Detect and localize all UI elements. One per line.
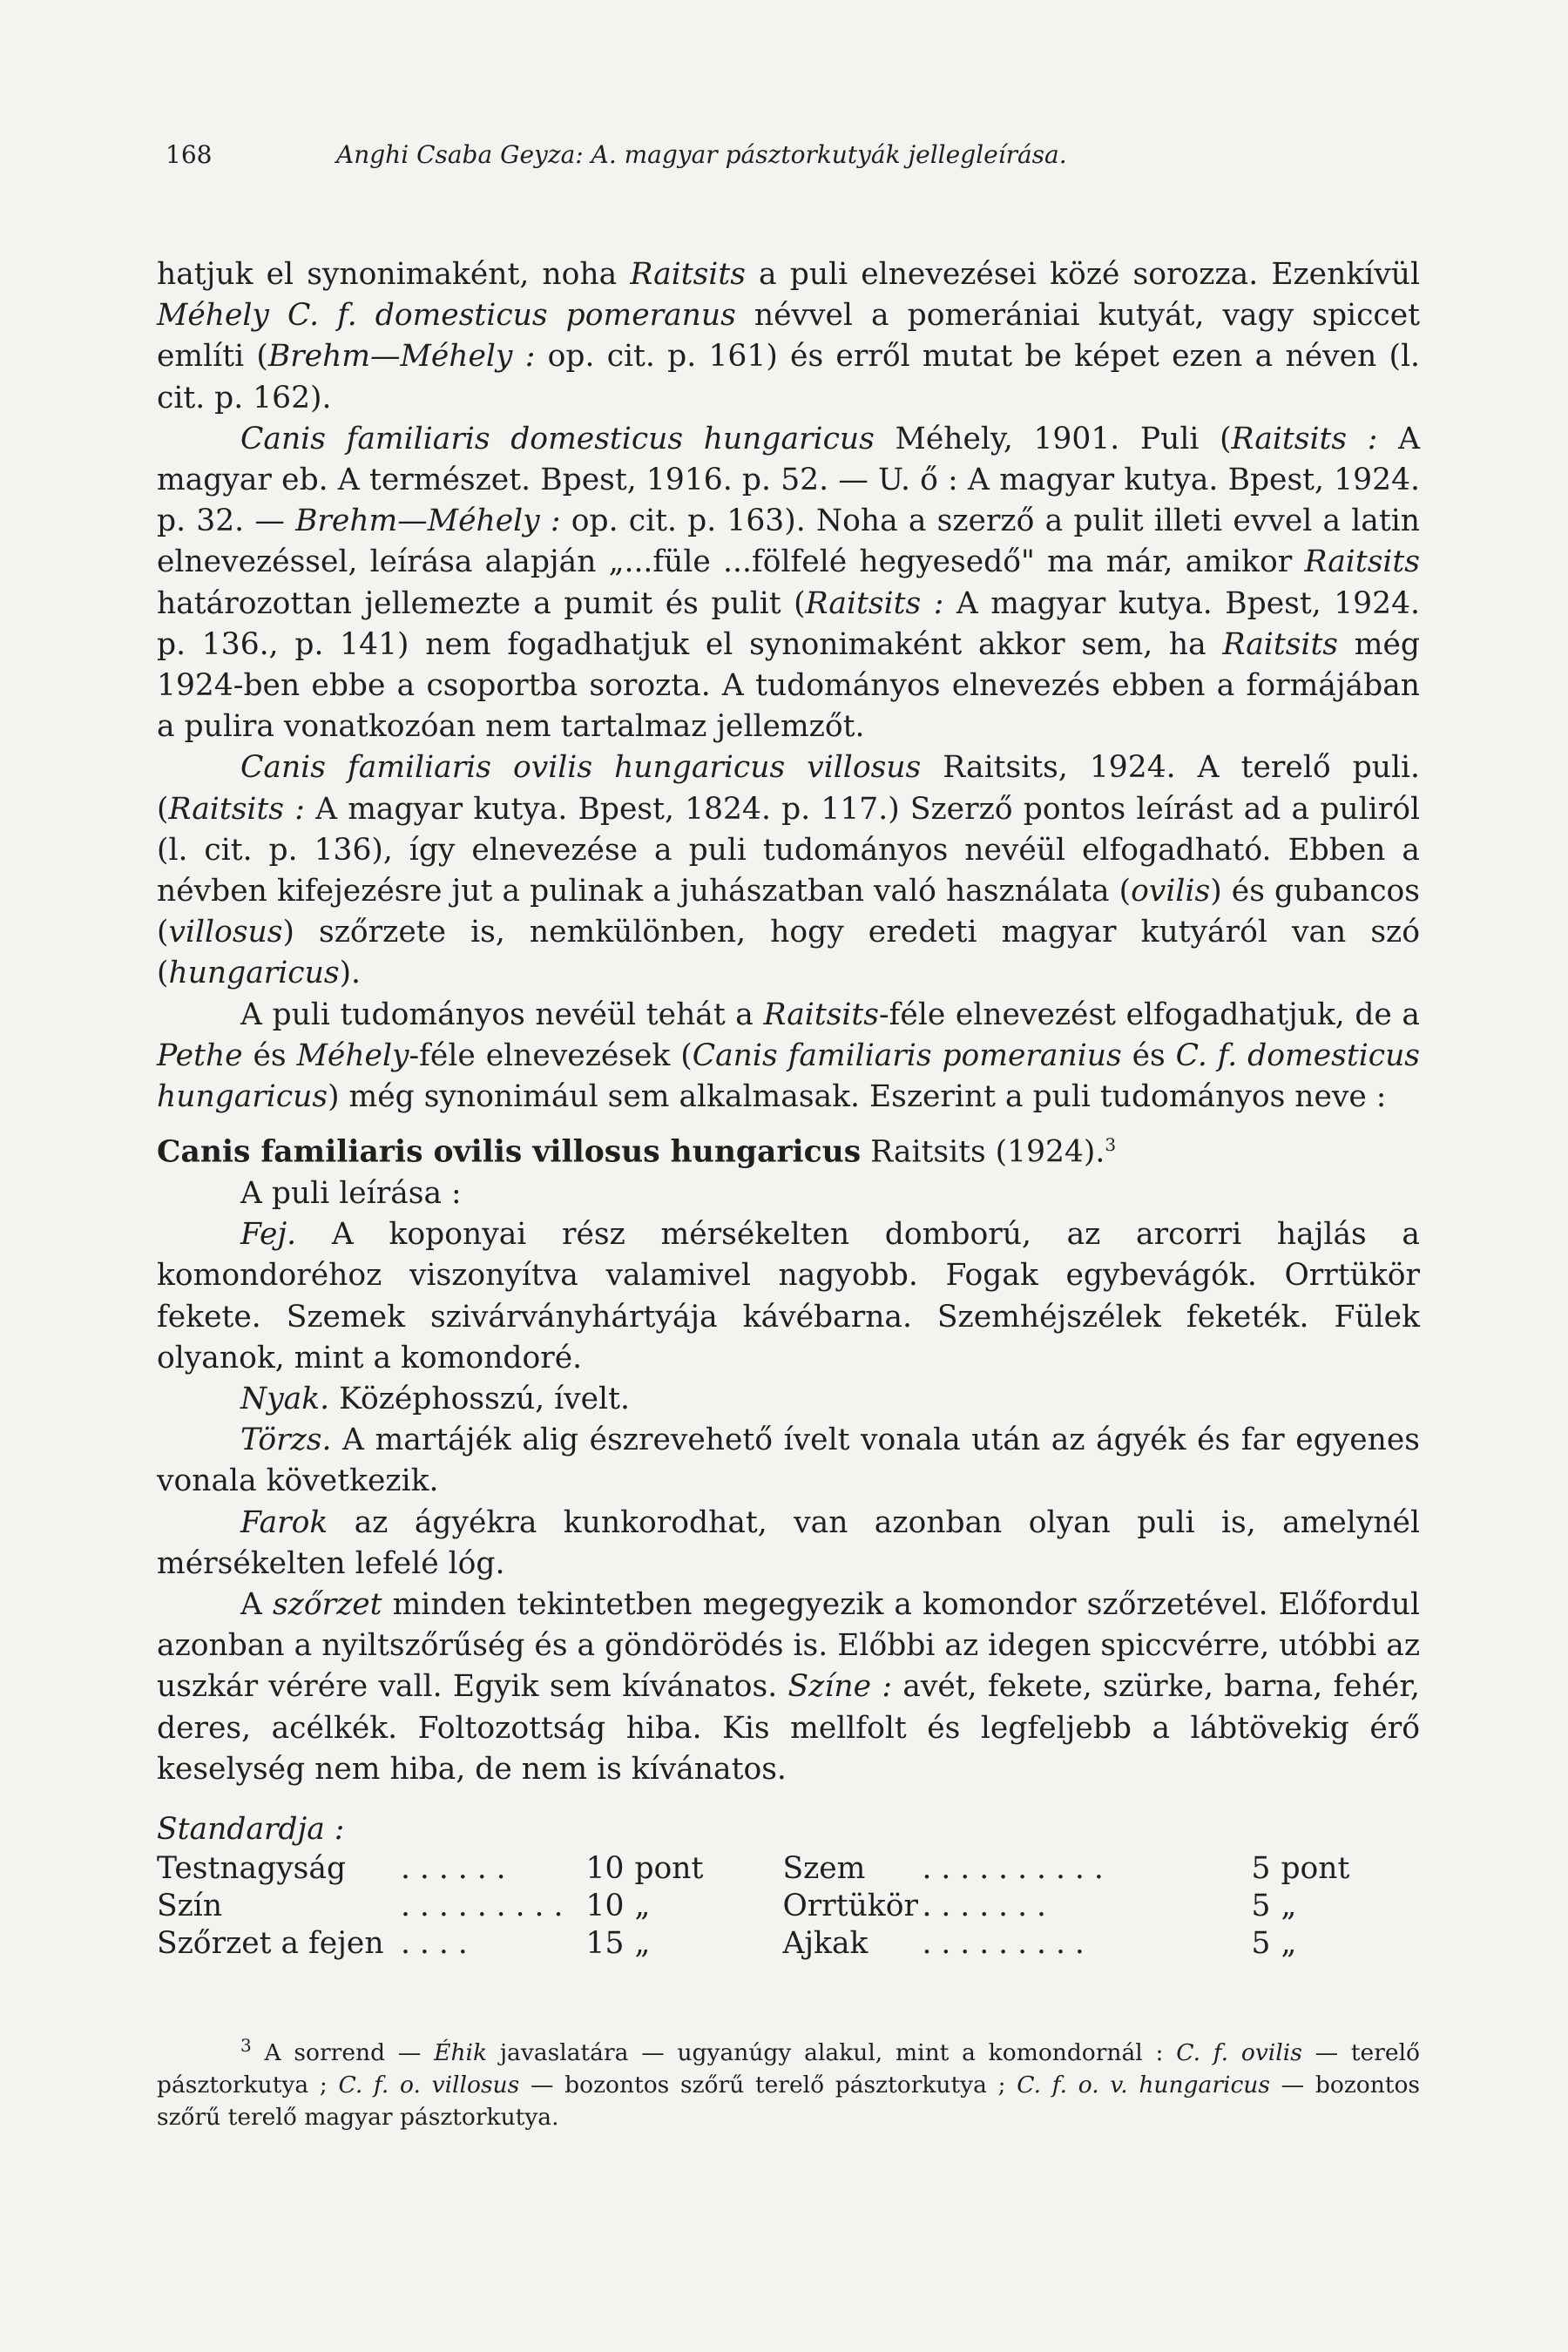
table-cell: 5 — [1251, 1851, 1271, 1887]
paragraph: A puli tudományos nevéül tehát a Raitsits-féle elnevezést elfogadhatjuk, de a Pethe és Méhely-féle elnevezések (Canis familiaris pomeranius és C. f. domesticus hungaricus) még synonimául sem alkalmasak. Eszerint a puli tudományos neve : — [157, 997, 1420, 1115]
paragraph: A puli leírása : — [240, 1175, 462, 1211]
paragraph: Canis familiaris ovilis hungaricus villosus Raitsits, 1924. A terelő puli. (Raitsits : A magyar kutya. Bpest, 1824. p. 117.) Szerző pontos leírást ad a puliról (l. cit. p. 136), így elnevezése a puli tudományos nevéül elfogadható. Ebben a névben kifejezésre jut a pulinak a juhászatban való használata (ovilis) és gubancos (villosus) szőrzete is, nemkülönben, hogy eredeti magyar kutyáról van szó (hungaricus). — [157, 750, 1421, 991]
table-cell: 10 — [585, 1851, 625, 1887]
paragraph: Canis familiaris domesticus hungaricus Méhely, 1901. Puli (Raitsits : A magyar eb. A természet. Bpest, 1916. p. 52. — U. ő : A magyar kutya. Bpest, 1924. p. 32. — Brehm—Méhely : op. cit. p. 163). Noha a szerző a pulit illeti evvel a latin elnevezéssel, leírása alapján „...füle ...fölfelé hegyesedő" ma már, amikor Raitsits határozottan jellemezte a pumit és pulit (Raitsits : A magyar kutya. Bpest, 1924. p. 136., p. 141) nem fogadhatjuk el synonimaként akkor sem, ha Raitsits még 1924-ben ebbe a csoportba sorozta. A tudományos elnevezés ebben a formájában a pulira vonatkozóan nem tartalmaz jellemzőt. — [157, 421, 1420, 745]
table-cell: „ — [1281, 1926, 1297, 1962]
table-cell: 10 — [585, 1889, 625, 1924]
scientific-name: Canis familiaris ovilis villosus hungaricus Raitsits (1924).$^3$ — [157, 1134, 1117, 1170]
table-cell: 15 — [585, 1926, 625, 1962]
footnote-mark: 3 — [240, 2035, 252, 2056]
table-cell: . . . . . . . . . . — [922, 1851, 1104, 1887]
table-cell: Szőrzet a fejen — [157, 1926, 384, 1962]
table-cell: . . . . . . . . . — [922, 1926, 1085, 1962]
table-row — [157, 1888, 1420, 1925]
table-cell: . . . . . . — [401, 1851, 506, 1887]
footnote — [157, 2030, 1420, 2133]
table-cell: Testnagyság — [157, 1851, 347, 1887]
table-cell: . . . . . . . — [922, 1889, 1047, 1924]
table-cell: „ — [1281, 1889, 1297, 1924]
body-text — [157, 254, 1420, 1963]
table-cell: 5 — [1251, 1926, 1271, 1962]
table-cell: Ajkak — [782, 1926, 868, 1962]
paragraph: Nyak. Középhosszú, ívelt. — [240, 1381, 630, 1416]
standard-table — [157, 1850, 1420, 1963]
footnote-text: $^3$ A sorrend — Éhik javaslatára — ugyanúgy alakul, mint a komondornál : C. f. ovilis — terelő pásztorkutya ; C. f. o. villosus — bozontos szőrű terelő pásztorkutya ; C. f. o. v. hungaricus — bozontos szőrű terelő magyar pásztorkutya. — [157, 2035, 1421, 2131]
table-cell: 5 — [1251, 1889, 1271, 1924]
paragraph: A szőrzet minden tekintetben megegyezik a komondor szőrzetével. Előfordul azonban a nyiltszőrűség és a göndörödés is. Előbbi az idegen spiccvérre, utóbbi az uszkár vérére vall. Egyik sem kívánatos. Színe : avét, fekete, szürke, barna, fehér, deres, acélkék. Foltozottság hiba. Kis mellfolt és legfeljebb a lábtövekig érő keselység nem hiba, de nem is kívánatos. — [157, 1587, 1420, 1787]
standard-title: Standardja : — [157, 1812, 345, 1848]
running-title: Anghi Csaba Geyza: A. magyar pásztorkutyák jellegleírása. — [336, 140, 1067, 169]
page-number: 168 — [166, 140, 213, 169]
table-cell: „ — [634, 1926, 651, 1962]
table-cell: Szín — [157, 1889, 223, 1924]
table-cell: pont — [1281, 1851, 1350, 1887]
table-row — [157, 1850, 1420, 1888]
table-cell: . . . . — [401, 1926, 468, 1962]
paragraph: hatjuk el synonimaként, noha Raitsits a puli elnevezései közé sorozza. Ezenkívül Méhely C. f. domesticus pomeranus névvel a pomerániai kutyát, vagy spiccet említi (Brehm—Méhely : op. cit. p. 161) és erről mutat be képet ezen a néven (l. cit. p. 162). — [157, 257, 1421, 416]
table-cell: . . . . . . . . . — [401, 1889, 564, 1924]
table-cell: „ — [634, 1889, 651, 1924]
paragraph: Törzs. A martájék alig észrevehető ívelt vonala után az ágyék és far egyenes vonala következik. — [157, 1423, 1420, 1499]
footnote-ref[interactable]: 3 — [1105, 1134, 1117, 1156]
table-row — [157, 1925, 1420, 1963]
table-cell: pont — [634, 1851, 704, 1887]
paragraph: Farok az ágyékra kunkorodhat, van azonban olyan puli is, amelynél mérsékelten lefelé lóg. — [157, 1504, 1420, 1581]
table-cell: Szem — [782, 1851, 866, 1887]
paragraph: Fej. A koponyai rész mérsékelten domború, az arcorri hajlás a komondoréhoz viszonyítva valamivel nagyobb. Fogak egybevágók. Orrtükör fekete. Szemek szivárványhártyája kávébarna. Szemhéjszélek feketék. Fülek olyanok, mint a komondoré. — [157, 1217, 1420, 1375]
table-cell: Orrtükör — [782, 1889, 918, 1924]
